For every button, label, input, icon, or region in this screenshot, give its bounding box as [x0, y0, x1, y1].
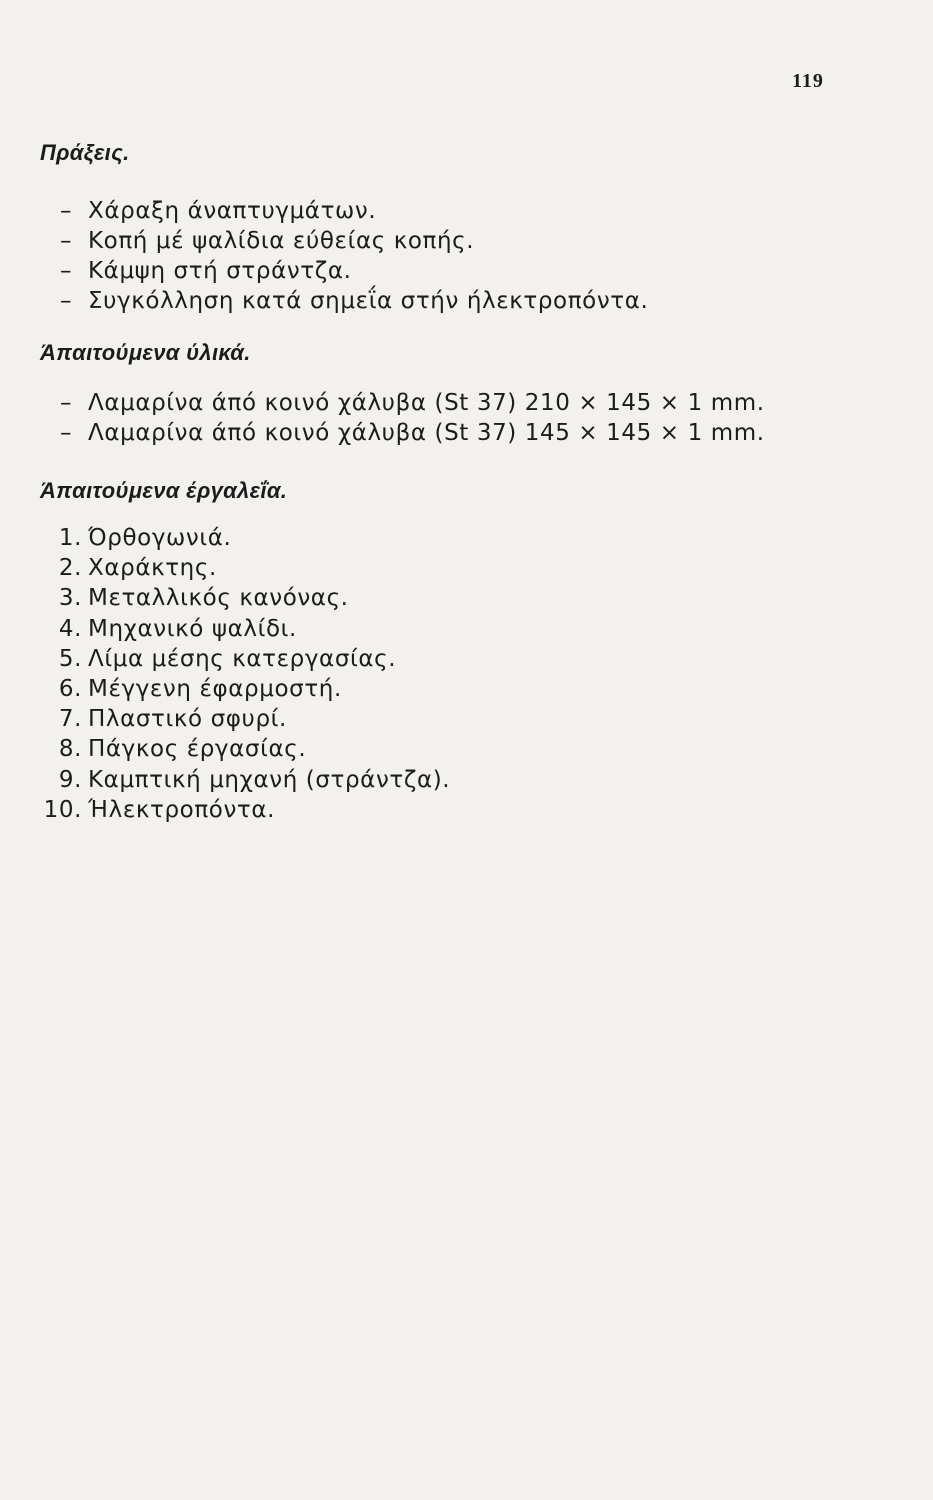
dash-bullet: – [60, 198, 73, 224]
page-number: 119 [792, 70, 824, 92]
list-item: 9. Καμπτική μηχανή (στράντζα). [58, 766, 451, 793]
list-item: 6. Μέγγενη έφαρμοστή. [58, 675, 342, 702]
list-item: 10. Ήλεκτροπόντα. [43, 796, 276, 823]
dash-bullet: – [60, 288, 73, 314]
heading-materials: Άπαιτούμενα ύλικά. [40, 340, 251, 365]
heading-tools: Άπαιτούμενα έργαλεΐα. [40, 478, 288, 503]
list-item: 5. Λίμα μέσης κατεργασίας. [58, 645, 397, 672]
list-item: – Συγκόλληση κατά σημεΐα στήν ήλεκτροπόντα. [60, 288, 649, 314]
dash-bullet: – [60, 390, 73, 416]
heading-actions: Πράξεις. [40, 140, 130, 165]
list-item: – Κοπή μέ ψαλίδια εύθείας κοπής. [60, 228, 475, 254]
list-item: – Χάραξη άναπτυγμάτων. [60, 198, 377, 224]
list-item: 7. Πλαστικό σφυρί. [58, 706, 287, 733]
list-item: 3. Μεταλλικός κανόνας. [58, 585, 349, 612]
dash-bullet: – [60, 228, 73, 254]
list-item: 2. Χαράκτης. [58, 555, 217, 582]
list-item: – Λαμαρίνα άπό κοινό χάλυβα (St 37) 145 × 145 × 1 mm. [60, 420, 765, 446]
materials-list [60, 388, 765, 448]
list-item: – Κάμψη στή στράντζα. [60, 258, 352, 284]
list-item: 1. Όρθογωνιά. [58, 525, 232, 551]
list-item: 8. Πάγκος έργασίας. [58, 736, 307, 763]
list-item: – Λαμαρίνα άπό κοινό χάλυβα (St 37) 210 × 145 × 1 mm. [60, 390, 765, 416]
tools-list [36, 523, 450, 825]
dash-bullet: – [60, 258, 73, 284]
list-item: 4. Μηχανικό ψαλίδι. [58, 615, 297, 642]
dash-bullet: – [60, 420, 73, 446]
actions-list [60, 196, 648, 316]
